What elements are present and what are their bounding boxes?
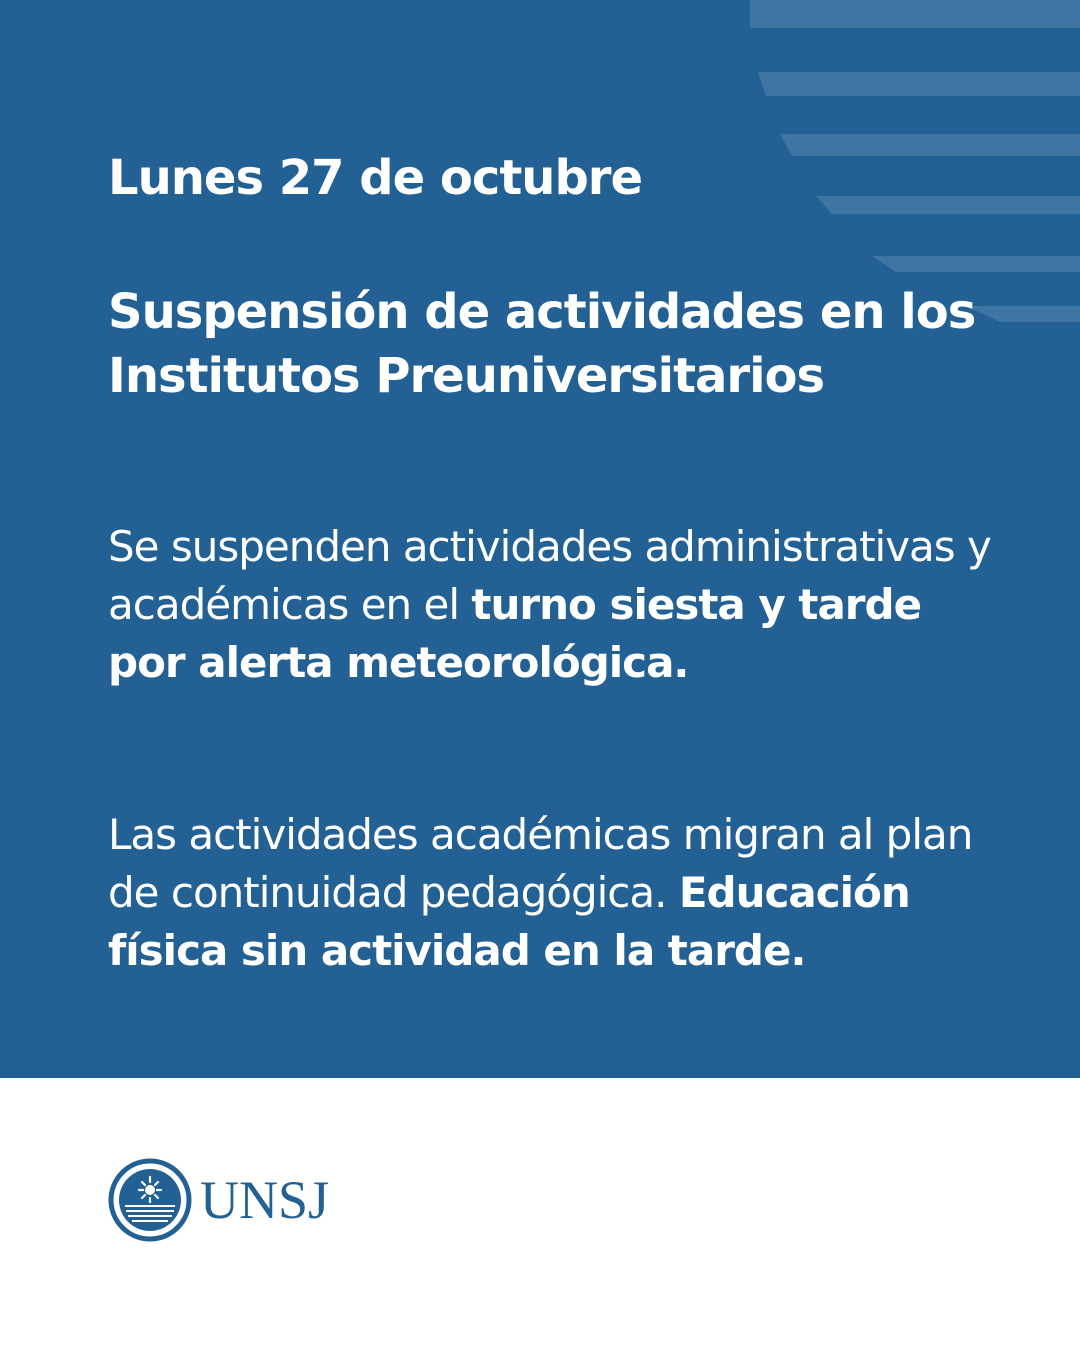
stripe — [816, 196, 1080, 214]
stripe — [750, 0, 1080, 28]
stripe — [872, 256, 1080, 272]
paragraph-text: Se suspenden actividades administrativas y académicas en el — [108, 522, 991, 629]
logo-wordmark: UNSJ — [200, 1170, 330, 1230]
paragraph-text: Las actividades académicas migran al plan de continuidad pedagógica. — [108, 810, 973, 917]
announcement-title: Suspensión de actividades en los Institutos Preuniversitarios — [108, 284, 976, 404]
unsj-sun-emblem-icon — [108, 1158, 192, 1242]
paragraph-emphasis: Educación física sin actividad en la tarde. — [108, 868, 910, 975]
stripe — [780, 134, 1080, 156]
unsj-logo — [108, 1158, 329, 1242]
paragraph-suspension — [108, 518, 1008, 692]
paragraph-continuity — [108, 806, 1008, 980]
date-heading: Lunes 27 de octubre — [108, 150, 643, 206]
paragraph-emphasis: turno siesta y tarde por alerta meteorológica. — [108, 580, 922, 687]
stripe — [758, 72, 1080, 96]
